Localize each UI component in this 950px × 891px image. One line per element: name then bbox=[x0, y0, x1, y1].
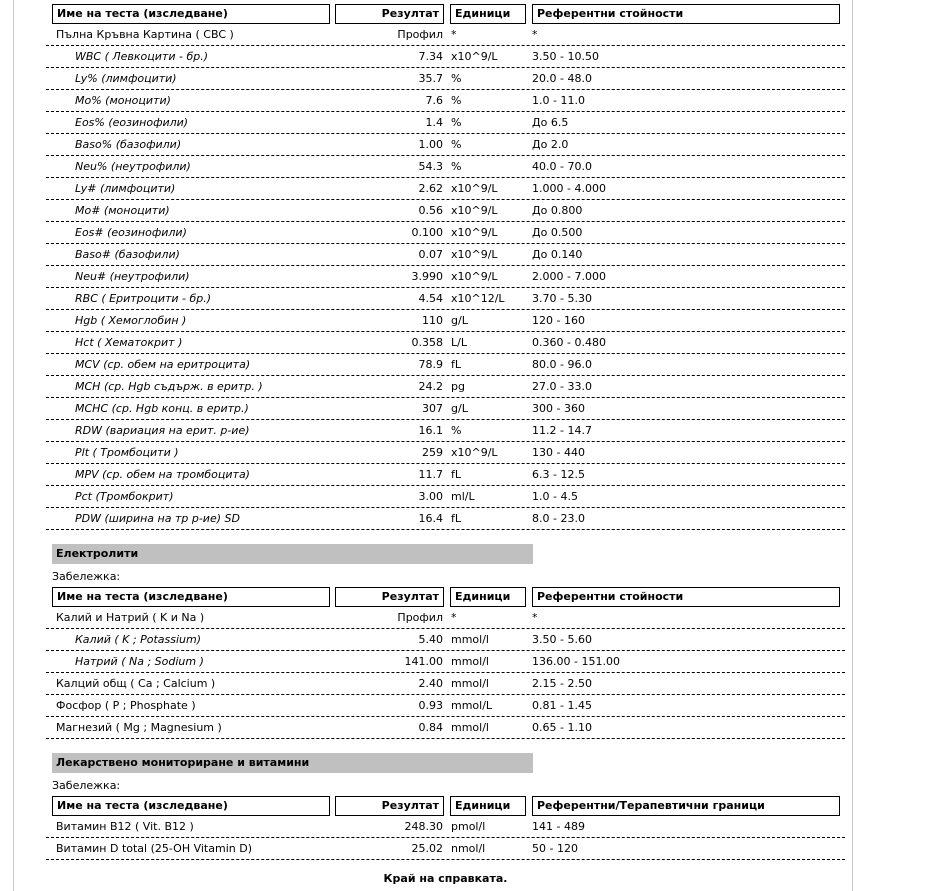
table-row bbox=[46, 244, 845, 266]
units-cell: % bbox=[451, 94, 462, 107]
table-row bbox=[46, 442, 845, 464]
result-cell: 54.3 bbox=[418, 160, 443, 173]
result-cell: 0.84 bbox=[418, 721, 443, 734]
table-row bbox=[46, 717, 845, 739]
test-name-cell: Калций общ ( Ca ; Calcium ) bbox=[56, 677, 216, 690]
reference-cell: До 2.0 bbox=[532, 138, 569, 151]
reference-cell: 20.0 - 48.0 bbox=[532, 72, 592, 85]
units-cell: nmol/l bbox=[451, 842, 486, 855]
sections-container bbox=[46, 4, 845, 860]
result-cell: 1.4 bbox=[425, 116, 443, 129]
result-cell: 35.7 bbox=[418, 72, 443, 85]
test-name-cell: WBC ( Левкоцити - бр.) bbox=[75, 50, 208, 63]
table-row bbox=[46, 486, 845, 508]
units-cell: mmol/L bbox=[451, 699, 493, 712]
units-cell: mmol/l bbox=[451, 721, 489, 734]
test-name-cell: Витамин D total (25-OH Vitamin D) bbox=[56, 842, 252, 855]
test-name-cell: Eos% (еозинофили) bbox=[75, 116, 189, 129]
reference-cell: 8.0 - 23.0 bbox=[532, 512, 585, 525]
result-cell: 24.2 bbox=[418, 380, 443, 393]
table-row bbox=[46, 398, 845, 420]
result-cell: Профил bbox=[397, 28, 443, 41]
reference-cell: 40.0 - 70.0 bbox=[532, 160, 592, 173]
reference-cell: 3.70 - 5.30 bbox=[532, 292, 592, 305]
header-cell-reference: Референтни стойности bbox=[532, 587, 840, 607]
table-row bbox=[46, 90, 845, 112]
table-row bbox=[46, 68, 845, 90]
result-cell: 78.9 bbox=[418, 358, 443, 371]
results-table-header bbox=[52, 4, 845, 24]
table-row bbox=[46, 112, 845, 134]
test-name-cell: Pct (Тромбокрит) bbox=[75, 490, 174, 503]
test-name-cell: Plt ( Тромбоцити ) bbox=[75, 446, 179, 459]
reference-cell: 130 - 440 bbox=[532, 446, 585, 459]
result-cell: 16.4 bbox=[418, 512, 443, 525]
result-cell: 7.34 bbox=[418, 50, 443, 63]
units-cell: % bbox=[451, 160, 462, 173]
test-name-cell: Ly% (лимфоцити) bbox=[75, 72, 177, 85]
reference-cell: 1.000 - 4.000 bbox=[532, 182, 606, 195]
result-cell: 7.6 bbox=[425, 94, 443, 107]
units-cell: x10^9/L bbox=[451, 446, 498, 459]
result-cell: 2.62 bbox=[418, 182, 443, 195]
table-row bbox=[46, 607, 845, 629]
test-name-cell: Baso# (базофили) bbox=[75, 248, 180, 261]
reference-cell: 136.00 - 151.00 bbox=[532, 655, 620, 668]
result-cell: 11.7 bbox=[418, 468, 443, 481]
reference-cell: 2.000 - 7.000 bbox=[532, 270, 606, 283]
test-name-cell: Витамин B12 ( Vit. B12 ) bbox=[56, 820, 194, 833]
test-name-cell: Ly# (лимфоцити) bbox=[75, 182, 176, 195]
note-label: Забележка: bbox=[52, 570, 121, 583]
test-name-cell: Hgb ( Хемоглобин ) bbox=[75, 314, 187, 327]
table-row bbox=[46, 266, 845, 288]
units-cell: fL bbox=[451, 512, 462, 525]
reference-cell: До 0.140 bbox=[532, 248, 583, 261]
section-title: Електролити bbox=[56, 547, 139, 560]
result-cell: 25.02 bbox=[411, 842, 443, 855]
test-name-cell: RBC ( Еритроцити - бр.) bbox=[75, 292, 212, 305]
result-cell: 16.1 bbox=[418, 424, 443, 437]
result-cell: 3.00 bbox=[418, 490, 443, 503]
units-cell: * bbox=[451, 28, 457, 41]
result-cell: Профил bbox=[397, 611, 443, 624]
header-cell-units: Единици bbox=[450, 587, 526, 607]
table-row bbox=[46, 376, 845, 398]
section-title: Лекарствено мониториране и витамини bbox=[56, 756, 310, 769]
units-cell: x10^9/L bbox=[451, 50, 498, 63]
result-cell: 259 bbox=[422, 446, 443, 459]
reference-cell: 80.0 - 96.0 bbox=[532, 358, 592, 371]
reference-cell: 0.81 - 1.45 bbox=[532, 699, 592, 712]
table-row bbox=[46, 134, 845, 156]
units-cell: L/L bbox=[451, 336, 467, 349]
table-row bbox=[46, 156, 845, 178]
report-body bbox=[46, 4, 845, 885]
units-cell: mmol/l bbox=[451, 633, 489, 646]
result-cell: 141.00 bbox=[404, 655, 443, 668]
units-cell: g/L bbox=[451, 402, 468, 415]
test-name-cell: Hct ( Хематокрит ) bbox=[75, 336, 183, 349]
header-cell-result: Резултат bbox=[335, 796, 444, 816]
reference-cell: 1.0 - 11.0 bbox=[532, 94, 585, 107]
test-name-cell: Neu# (неутрофили) bbox=[75, 270, 190, 283]
reference-cell: До 0.500 bbox=[532, 226, 583, 239]
units-cell: x10^12/L bbox=[451, 292, 505, 305]
reference-cell: 50 - 120 bbox=[532, 842, 578, 855]
result-cell: 110 bbox=[422, 314, 443, 327]
reference-cell: 6.3 - 12.5 bbox=[532, 468, 585, 481]
header-cell-units: Единици bbox=[450, 4, 526, 24]
table-row bbox=[46, 420, 845, 442]
table-row bbox=[46, 651, 845, 673]
test-name-cell: PDW (ширина на тр р-ие) SD bbox=[75, 512, 240, 525]
result-cell: 4.54 bbox=[418, 292, 443, 305]
header-cell-test-name: Име на теста (изследване) bbox=[52, 796, 330, 816]
units-cell: x10^9/L bbox=[451, 204, 498, 217]
reference-cell: До 0.800 bbox=[532, 204, 583, 217]
test-name-cell: RDW (вариация на ерит. р-ие) bbox=[75, 424, 250, 437]
header-cell-test-name: Име на теста (изследване) bbox=[52, 587, 330, 607]
units-cell: fL bbox=[451, 468, 462, 481]
test-name-cell: Натрий ( Na ; Sodium ) bbox=[75, 655, 204, 668]
reference-cell: 3.50 - 10.50 bbox=[532, 50, 599, 63]
units-cell: * bbox=[451, 611, 457, 624]
table-row bbox=[46, 816, 845, 838]
units-cell: % bbox=[451, 116, 462, 129]
table-row bbox=[46, 46, 845, 68]
header-cell-units: Единици bbox=[450, 796, 526, 816]
test-name-cell: Baso% (базофили) bbox=[75, 138, 182, 151]
header-cell-result: Резултат bbox=[335, 587, 444, 607]
units-cell: mmol/l bbox=[451, 677, 489, 690]
result-cell: 0.100 bbox=[411, 226, 443, 239]
page-frame-right-line bbox=[852, 0, 853, 891]
section-bar bbox=[52, 544, 533, 564]
units-cell: pg bbox=[451, 380, 465, 393]
result-cell: 0.07 bbox=[418, 248, 443, 261]
header-cell-reference: Референтни/Терапевтични граници bbox=[532, 796, 840, 816]
table-row bbox=[46, 222, 845, 244]
units-cell: x10^9/L bbox=[451, 270, 498, 283]
test-name-cell: Пълна Кръвна Картина ( CBC ) bbox=[56, 28, 234, 41]
result-cell: 5.40 bbox=[418, 633, 443, 646]
section-bar bbox=[52, 753, 533, 773]
test-name-cell: Калий ( K ; Potassium) bbox=[75, 633, 201, 646]
table-row bbox=[46, 838, 845, 860]
units-cell: x10^9/L bbox=[451, 248, 498, 261]
test-name-cell: MCV (ср. обем на еритроцита) bbox=[75, 358, 251, 371]
table-row bbox=[46, 629, 845, 651]
reference-cell: 141 - 489 bbox=[532, 820, 585, 833]
table-row bbox=[46, 200, 845, 222]
units-cell: x10^9/L bbox=[451, 182, 498, 195]
reference-cell: 27.0 - 33.0 bbox=[532, 380, 592, 393]
reference-cell: 2.15 - 2.50 bbox=[532, 677, 592, 690]
units-cell: % bbox=[451, 138, 462, 151]
reference-cell: До 6.5 bbox=[532, 116, 569, 129]
units-cell: g/L bbox=[451, 314, 468, 327]
results-table-rows bbox=[46, 607, 845, 739]
test-name-cell: Mo% (моноцити) bbox=[75, 94, 171, 107]
reference-cell: 1.0 - 4.5 bbox=[532, 490, 578, 503]
units-cell: pmol/l bbox=[451, 820, 486, 833]
table-row bbox=[46, 354, 845, 376]
result-cell: 2.40 bbox=[418, 677, 443, 690]
units-cell: x10^9/L bbox=[451, 226, 498, 239]
units-cell: ml/L bbox=[451, 490, 475, 503]
test-name-cell: Фосфор ( P ; Phosphate ) bbox=[56, 699, 196, 712]
table-row bbox=[46, 24, 845, 46]
test-name-cell: Eos# (еозинофили) bbox=[75, 226, 187, 239]
units-cell: mmol/l bbox=[451, 655, 489, 668]
result-cell: 248.30 bbox=[404, 820, 443, 833]
header-cell-test-name: Име на теста (изследване) bbox=[52, 4, 330, 24]
test-name-cell: Mo# (моноцити) bbox=[75, 204, 170, 217]
table-row bbox=[46, 310, 845, 332]
reference-cell: 0.65 - 1.10 bbox=[532, 721, 592, 734]
units-cell: fL bbox=[451, 358, 462, 371]
reference-cell: 300 - 360 bbox=[532, 402, 585, 415]
table-row bbox=[46, 288, 845, 310]
table-row bbox=[46, 332, 845, 354]
page-frame-left-line bbox=[13, 0, 14, 891]
test-name-cell: MCH (ср. Hgb съдърж. в еритр. ) bbox=[75, 380, 263, 393]
results-table-rows bbox=[46, 24, 845, 530]
reference-cell: 120 - 160 bbox=[532, 314, 585, 327]
note-label: Забележка: bbox=[52, 779, 121, 792]
table-row bbox=[46, 464, 845, 486]
results-table-header bbox=[52, 587, 845, 607]
reference-cell: 3.50 - 5.60 bbox=[532, 633, 592, 646]
test-name-cell: MCHC (ср. Hgb конц. в еритр.) bbox=[75, 402, 249, 415]
test-name-cell: Магнезий ( Mg ; Magnesium ) bbox=[56, 721, 222, 734]
reference-cell: * bbox=[532, 28, 538, 41]
test-name-cell: MPV (ср. обем на тромбоцита) bbox=[75, 468, 250, 481]
report-footer: Край на справката. bbox=[383, 872, 508, 885]
reference-cell: 0.360 - 0.480 bbox=[532, 336, 606, 349]
result-cell: 0.56 bbox=[418, 204, 443, 217]
table-row bbox=[46, 695, 845, 717]
result-cell: 307 bbox=[422, 402, 443, 415]
result-cell: 1.00 bbox=[418, 138, 443, 151]
reference-cell: * bbox=[532, 611, 538, 624]
units-cell: % bbox=[451, 72, 462, 85]
result-cell: 0.358 bbox=[411, 336, 443, 349]
results-table-header bbox=[52, 796, 845, 816]
units-cell: % bbox=[451, 424, 462, 437]
table-row bbox=[46, 178, 845, 200]
result-cell: 0.93 bbox=[418, 699, 443, 712]
header-cell-result: Резултат bbox=[335, 4, 444, 24]
table-row bbox=[46, 673, 845, 695]
header-cell-reference: Референтни стойности bbox=[532, 4, 840, 24]
test-name-cell: Neu% (неутрофили) bbox=[75, 160, 191, 173]
result-cell: 3.990 bbox=[411, 270, 443, 283]
test-name-cell: Калий и Натрий ( K и Na ) bbox=[56, 611, 205, 624]
reference-cell: 11.2 - 14.7 bbox=[532, 424, 592, 437]
results-table-rows bbox=[46, 816, 845, 860]
table-row bbox=[46, 508, 845, 530]
